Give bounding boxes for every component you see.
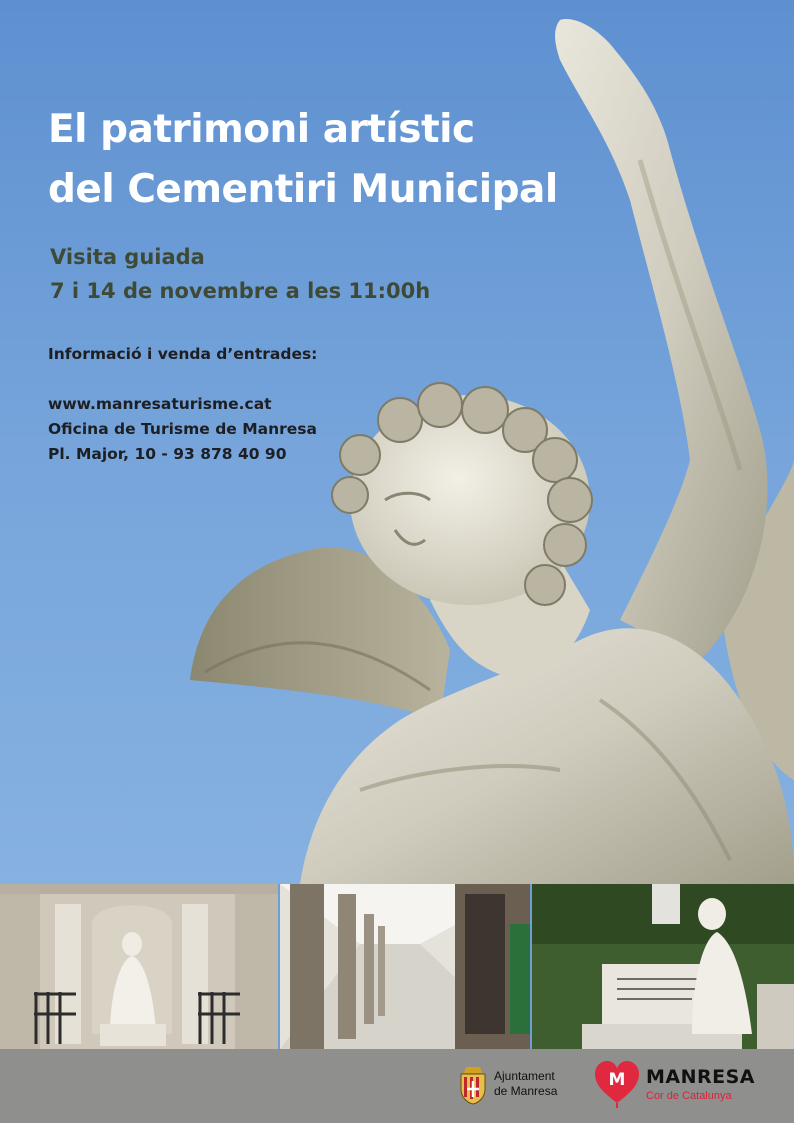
title-line-2: del Cementiri Municipal bbox=[48, 167, 558, 212]
title-line-1: El patrimoni artístic bbox=[48, 107, 475, 152]
brand-name: MANRESA bbox=[646, 1066, 756, 1088]
photo-colonnade bbox=[280, 884, 530, 1049]
ajuntament-name bbox=[494, 1069, 557, 1099]
photo-seated-statue bbox=[532, 884, 794, 1049]
manresa-brand-logo[interactable] bbox=[594, 1057, 764, 1113]
tourism-office: Oficina de Turisme de Manresa bbox=[48, 420, 317, 438]
footer bbox=[0, 1049, 794, 1123]
info-spacer bbox=[48, 367, 317, 392]
ajuntament-logo[interactable] bbox=[458, 1061, 578, 1105]
heart-logo-icon bbox=[594, 1059, 640, 1109]
poster-title bbox=[48, 100, 558, 220]
info-block bbox=[48, 342, 317, 467]
ajuntament-line-2: de Manresa bbox=[494, 1084, 558, 1098]
manresa-coat-of-arms-icon bbox=[458, 1065, 488, 1105]
raised-arm bbox=[555, 19, 767, 660]
brand-tagline: Cor de Catalunya bbox=[646, 1090, 732, 1102]
event-dates: 7 i 14 de novembre a les 11:00h bbox=[50, 279, 431, 303]
website-link[interactable]: www.manresaturisme.cat bbox=[48, 395, 272, 413]
info-heading: Informació i venda d’entrades: bbox=[48, 345, 318, 363]
photo-mausoleum bbox=[0, 884, 278, 1049]
address-phone: Pl. Major, 10 - 93 878 40 90 bbox=[48, 445, 287, 463]
svg-text:M: M bbox=[608, 1070, 626, 1090]
event-type: Visita guiada bbox=[50, 245, 205, 269]
ajuntament-line-1: Ajuntament bbox=[494, 1069, 555, 1083]
event-subtitle bbox=[50, 240, 430, 308]
photo-strip bbox=[0, 884, 794, 1049]
